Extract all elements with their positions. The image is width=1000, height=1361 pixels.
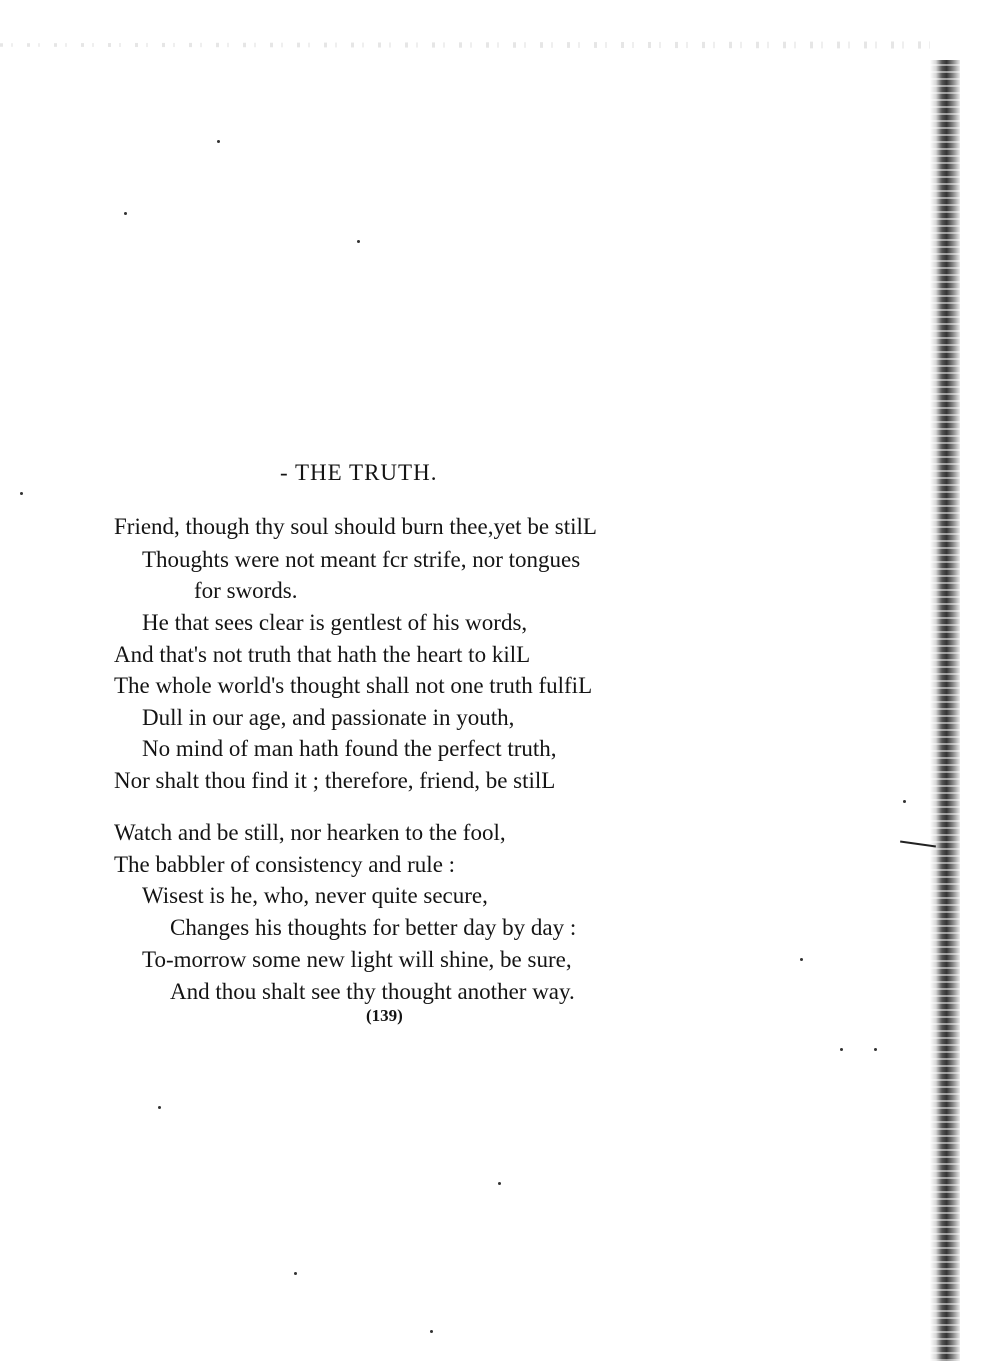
- poem-line: Wisest is he, who, never quite secure,: [142, 883, 488, 908]
- poem-line: Watch and be still, nor hearken to the fool,: [114, 820, 506, 845]
- scan-speck: [357, 240, 360, 243]
- scan-speck: [840, 1048, 843, 1051]
- page-number: (139): [366, 1006, 403, 1025]
- scan-speck: [800, 958, 803, 961]
- scan-speck: [20, 492, 23, 495]
- poem-line: Dull in our age, and passionate in youth,: [142, 705, 515, 730]
- poem-line: The whole world's thought shall not one truth fulfiL: [114, 673, 593, 698]
- poem-line: The babbler of consistency and rule :: [114, 852, 456, 877]
- scan-noise-top: [0, 36, 930, 54]
- poem-line: And thou shalt see thy thought another way.: [170, 979, 575, 1004]
- poem-line: Friend, though thy soul should burn thee,yet be stilL: [114, 514, 597, 539]
- scan-speck: [874, 1048, 877, 1051]
- scan-speck: [498, 1182, 501, 1185]
- scan-speck: [217, 140, 220, 143]
- poem-line: for swords.: [194, 578, 298, 603]
- poem-line: To-morrow some new light will shine, be sure,: [142, 947, 572, 972]
- book-binding-edge: [930, 60, 960, 1361]
- scan-speck: [903, 800, 906, 803]
- poem-line: He that sees clear is gentlest of his words,: [142, 610, 528, 635]
- scan-speck: [294, 1272, 297, 1275]
- scan-speck: [124, 212, 127, 215]
- poem-title: - THE TRUTH.: [280, 460, 438, 485]
- poem-line: And that's not truth that hath the heart to kilL: [114, 642, 531, 667]
- poem-line: Thoughts were not meant fcr strife, nor tongues: [142, 547, 581, 572]
- poem-line: No mind of man hath found the perfect truth,: [142, 736, 557, 761]
- poem-line: Nor shalt thou find it ; therefore, friend, be stilL: [114, 768, 556, 793]
- poem-line: Changes his thoughts for better day by day :: [170, 915, 577, 940]
- scan-speck: [158, 1106, 161, 1109]
- scan-speck: [430, 1330, 433, 1333]
